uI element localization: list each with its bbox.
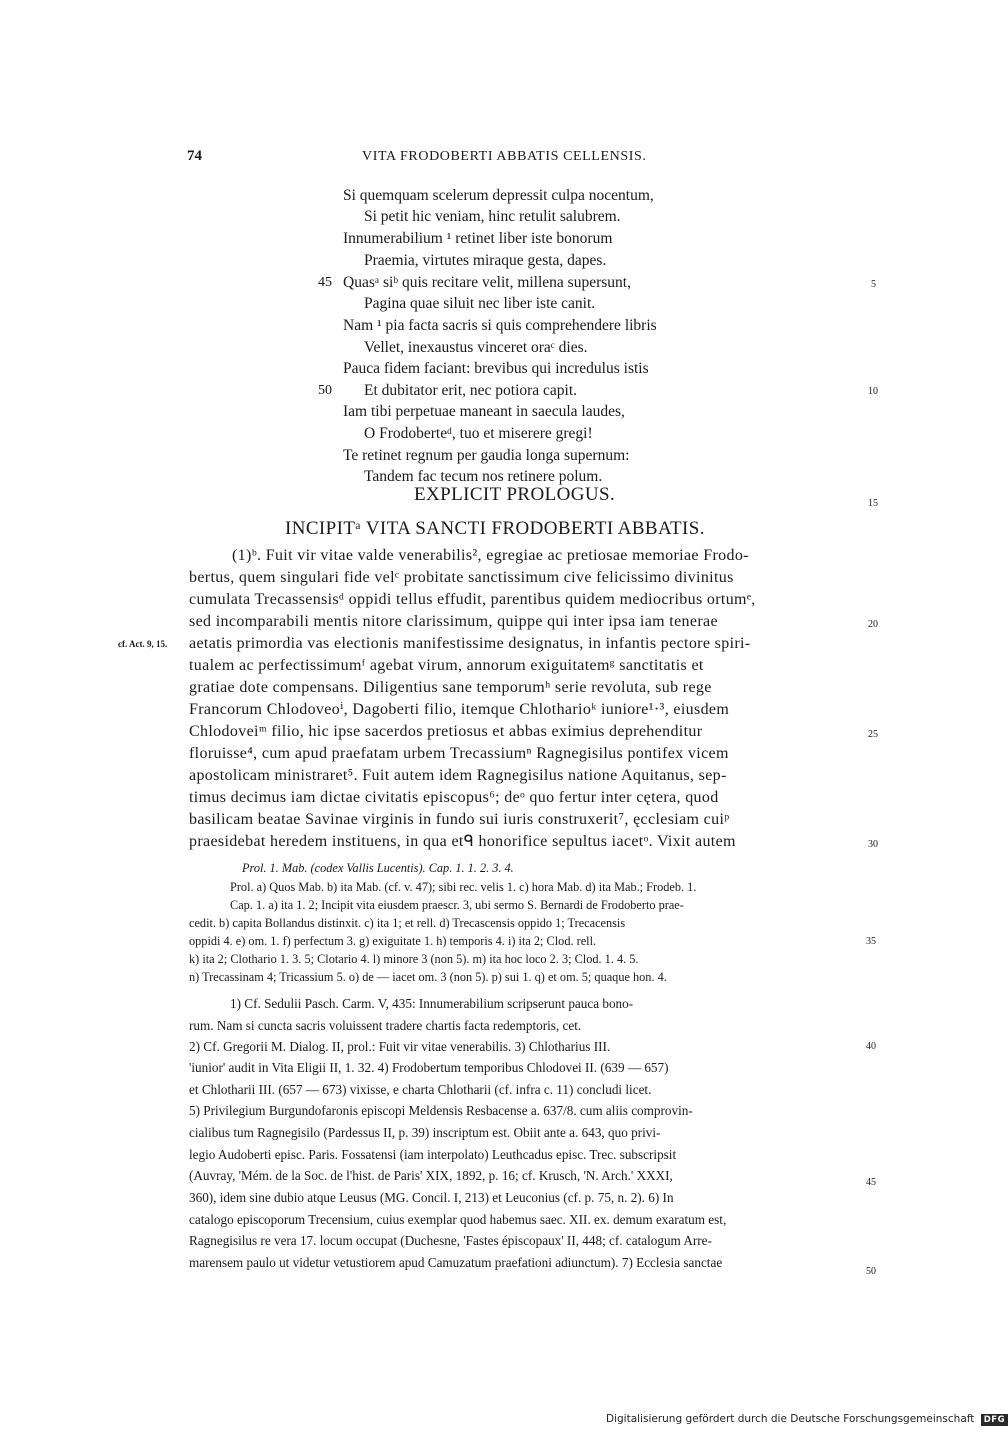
verse-line: Quasᵃ siᵇ quis recitare velit, millena supersunt, [343, 274, 631, 291]
footnote-line: 5) Privilegium Burgundofaronis episcopi Meldensis Resbacense a. 637/8. cum aliis comprovin- [189, 1103, 693, 1118]
body-line: Francorum Chlodoveoⁱ, Dagoberti filio, itemque Chlotharioᵏ iuniore¹·³, eiusdem [189, 701, 730, 718]
footnote-line: cialibus tum Ragnegisilo (Pardessus II, p. 39) inscriptum est. Obiit ante a. 643, quo privi- [189, 1125, 661, 1140]
dfg-logo: DFG [981, 1414, 1008, 1426]
body-line: tualem ac perfectissimumᶠ agebat virum, annorum exiguitatemᵍ sanctitatis et [189, 657, 704, 674]
body-line: apostolicam ministraret⁵. Fuit autem idem Ragnegisilus natione Aquitanus, sep- [189, 767, 727, 784]
footnote-line: et Chlotharii III. (657 — 673) vixisse, e charta Chlotharii (cf. infra c. 11) concludi licet. [189, 1082, 652, 1097]
footnote-line: catalogo episcoporum Trecensium, cuius exemplar quod habemus saec. XII. ex. demum exaratum est, [189, 1212, 727, 1227]
apparatus-line: Prol. a) Quos Mab. b) ita Mab. (cf. v. 47); sibi rec. velis 1. c) hora Mab. d) ita Mab.; Frodeb. 1. [230, 880, 697, 894]
footnote-line: marensem paulo ut videtur vetustiorem apud Camuzatum praefationi adiunctum). 7) Ecclesia sanctae [189, 1255, 723, 1270]
body-line: basilicam beatae Savinae virginis in fundo sui iuris construxerit⁷, ęcclesiam cuiᵖ [189, 811, 730, 828]
footnote-line: 2) Cf. Gregorii M. Dialog. II, prol.: Fuit vir vitae venerabilis. 3) Chlotharius III. [189, 1039, 611, 1054]
line-number: 15 [868, 498, 878, 509]
verse-line: Nam ¹ pia facta sacris si quis comprehendere libris [343, 317, 657, 334]
verse-line: Et dubitator erit, nec potiora capit. [364, 382, 578, 399]
footnote-line: 'iunior' audit in Vita Eligii II, 1. 32. 4) Frodobertum temporibus Chlodovei II. (639 — 657) [189, 1060, 669, 1075]
digitization-footer [606, 1413, 1008, 1426]
running-title: VITA FRODOBERTI ABBATIS CELLENSIS. [362, 149, 647, 164]
line-number: 30 [868, 839, 878, 850]
apparatus-line: n) Trecassinam 4; Tricassium 5. o) de — iacet om. 3 (non 5). p) sui 1. q) et om. 5; quaque hon. 4. [189, 970, 667, 984]
verse-line: O Frodoberteᵈ, tuo et miserere gregi! [364, 425, 593, 442]
line-number: 5 [871, 279, 876, 290]
line-number: 20 [868, 619, 878, 630]
body-line: floruisse⁴, cum apud praefatam urbem Trecassiumⁿ Ragnegisilus pontifex vicem [189, 745, 729, 762]
apparatus-line: oppidi 4. e) om. 1. f) perfectum 3. g) exiguitate 1. h) temporis 4. i) ita 2; Clod. rell. [189, 934, 597, 948]
verse-line: Pauca fidem faciant: brevibus qui incredulus istis [343, 360, 649, 377]
footnote-line: 360), idem sine dubio atque Leusus (MG. Concil. I, 213) et Leuconius (cf. p. 75, n. 2). 6) In [189, 1190, 674, 1205]
line-number: 25 [868, 729, 878, 740]
footnote-line: legio Audoberti episc. Paris. Fossatensi (iam interpolato) Leuthcadus episc. Trec. subscripsit [189, 1147, 677, 1162]
verse-line: Te retinet regnum per gaudia longa supernum: [343, 447, 630, 464]
body-line: cumulata Trecassensisᵈ oppidi tellus effudit, parentibus quidem mediocribus ortumᵉ, [189, 591, 756, 608]
verse-line: Innumerabilium ¹ retinet liber iste bonorum [343, 230, 613, 247]
line-number: 45 [866, 1177, 876, 1188]
verse-line: Tandem fac tecum nos retinere polum. [364, 468, 603, 485]
footnote-line: (Auvray, 'Mém. de la Soc. de l'hist. de Paris' XIX, 1892, p. 16; cf. Krusch, 'N. Arch.' XXXI, [189, 1168, 673, 1183]
verse-line: Praemia, virtutes miraque gesta, dapes. [364, 252, 607, 269]
body-line: gratiae dote compensans. Diligentius sane temporumʰ serie revoluta, sub rege [189, 679, 712, 696]
line-number: 10 [868, 386, 878, 397]
footnote-line: Ragnegisilus re vera 17. locum occupat (Duchesne, 'Fastes épiscopaux' II, 448; cf. catalogum Arre- [189, 1233, 712, 1248]
explicit-heading: EXPLICIT PROLOGUS. [414, 484, 616, 505]
body-line: bertus, quem singulari fide velᶜ probitate sanctissimum cive felicissimo divinitus [189, 569, 734, 586]
body-line: timus decimus iam dictae civitatis episcopus⁶; deᵒ quo fertur inter cętera, quod [189, 789, 719, 806]
body-line: Chlodoveiᵐ filio, hic ipse sacerdos pretiosus et abbas eximius deprehenditur [189, 723, 703, 740]
footnote-line: rum. Nam si cuncta sacris voluissent tradere chartis facta redemptoris, cet. [189, 1018, 582, 1033]
verse-number: 45 [318, 275, 332, 290]
apparatus-line: Prol. 1. Mab. (codex Vallis Lucentis). Cap. 1. 1. 2. 3. 4. [242, 861, 514, 875]
apparatus-line: cedit. b) capita Bollandus distinxit. c) ita 1; et rell. d) Trecascensis oppido 1; Trecacensis [189, 916, 626, 930]
apparatus-line: Cap. 1. a) ita 1. 2; Incipit vita eiusdem praescr. 3, ubi sermo S. Bernardi de Frodoberto prae- [230, 898, 684, 912]
verse-line: Si quemquam scelerum depressit culpa nocentum, [343, 187, 654, 204]
line-number: 50 [866, 1266, 876, 1277]
page-number: 74 [187, 148, 202, 164]
line-number: 40 [866, 1041, 876, 1052]
incipit-heading: INCIPITᵃ VITA SANCTI FRODOBERTI ABBATIS. [285, 518, 705, 539]
verse-line: Iam tibi perpetuae maneant in saecula laudes, [343, 403, 625, 420]
verse-line: Si petit hic veniam, hinc retulit salubrem. [364, 208, 621, 225]
verse-line: Vellet, inexaustus vinceret oraᶜ dies. [364, 339, 588, 356]
apparatus-line: k) ita 2; Clothario 1. 3. 5; Clotario 4. l) minore 3 (non 5). m) ita hoc loco 2. 3; Clod. 1. 4. 5. [189, 952, 639, 966]
footer-text: Digitalisierung gefördert durch die Deutsche Forschungsgemeinschaft [606, 1413, 975, 1425]
line-number: 35 [866, 936, 876, 947]
body-line: aetatis primordia vas electionis manifestissime designatus, in infantis pectore spiri- [189, 635, 751, 652]
margin-note: cf. Act. 9, 15. [118, 639, 168, 649]
footnote-line: 1) Cf. Sedulii Pasch. Carm. V, 435: Innumerabilium scripserunt pauca bono- [230, 996, 634, 1011]
body-line: (1)ᵇ. Fuit vir vitae valde venerabilis², egregiae ac pretiosae memoriae Frodo- [232, 547, 749, 564]
body-line: sed incomparabili mentis nitore clarissimum, quippe qui inter ipsa iam tenerae [189, 613, 718, 630]
verse-number: 50 [318, 383, 332, 398]
verse-line: Pagina quae siluit nec liber iste canit. [364, 295, 596, 312]
body-line: praesidebat heredem instituens, in qua etᑫ honorifice sepultus iacetᵒ. Vixit autem [189, 833, 736, 850]
